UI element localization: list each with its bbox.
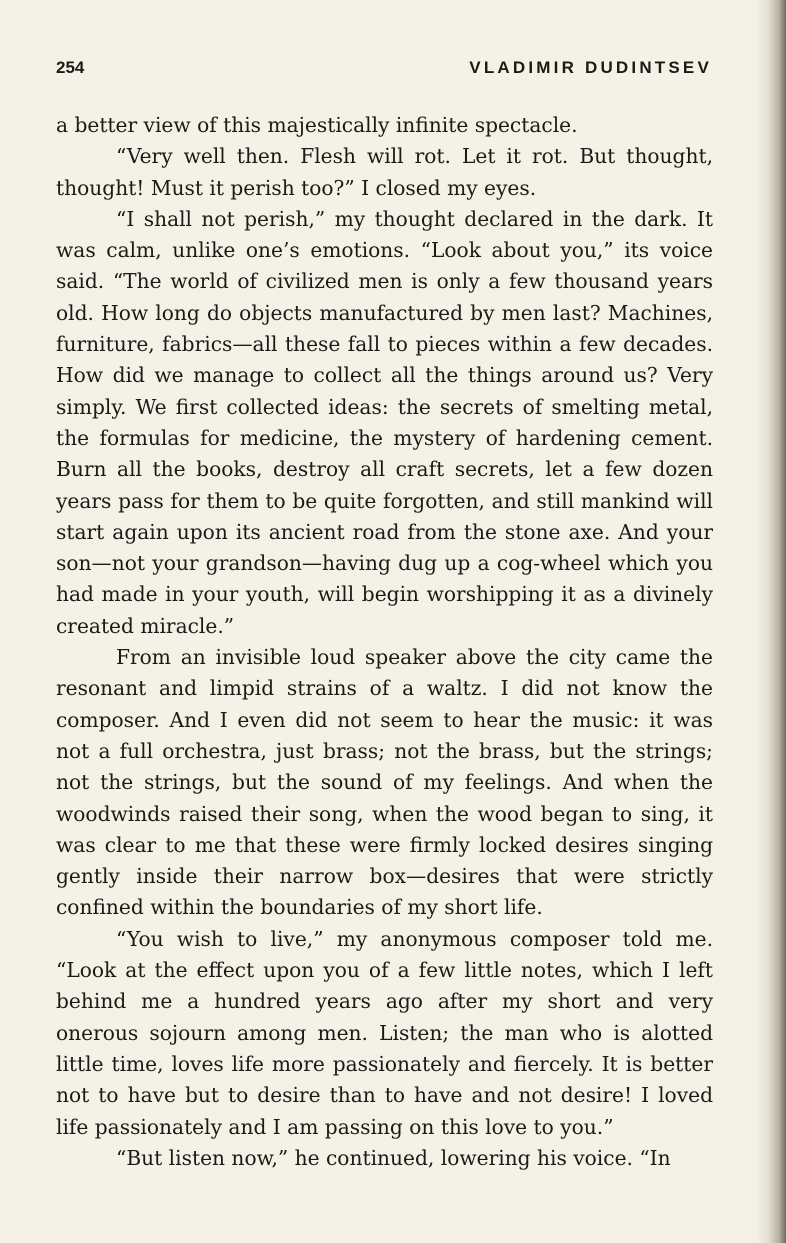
paragraph: “I shall not perish,” my thought declared in the dark. It was calm, unlike one’s emotions. “Look about you,” its voice said. “The world of civilized men is only a few thousand years old. How long do objects manufactured by men last? Machines, furniture, fabrics—all these fall to pieces within a few decades. How did we manage to collect all the things around us? Very simply. We first collected ideas: the secrets of smelting metal, the formulas for medicine, the mystery of hardening cement. Burn all the books, destroy all craft secrets, let a few dozen years pass for them to be quite forgotten, and still mankind will start again upon its ancient road from the stone axe. And your son—not your grandson—having dug up a cog-wheel which you had made in your youth, will begin worshipping it as a divinely created miracle.”: [56, 206, 713, 638]
paragraph: “But listen now,” he continued, lowering his voice. “In: [116, 1145, 671, 1170]
paragraph: a better view of this majestically infinite spectacle.: [56, 113, 578, 137]
running-head-author: VLADIMIR DUDINTSEV: [469, 58, 712, 77]
book-spine-shadow: [756, 0, 786, 1243]
paragraph: “You wish to live,” my anonymous composer told me. “Look at the effect upon you of a few little notes, which I left behind me a hundred years ago after my short and very onerous sojourn among men. Listen; the man who is alotted little time, loves life more passionately and fiercely. It is better not to have but to desire than to have and not desire! I loved life passionately and I am passing on this love to you.”: [56, 926, 713, 1139]
page-header: [56, 58, 712, 84]
paragraph: From an invisible loud speaker above the city came the resonant and limpid strains of a waltz. I did not know the composer. And I even did not seem to hear the music: it was not a full orchestra, just brass; not the brass, but the strings; not the strings, but the sound of my feelings. And when the woodwinds raised their song, when the wood began to sing, it was clear to me that these were firmly locked desires singing gently inside their narrow box—desires that were strictly confined within the boundaries of my short life.: [56, 645, 713, 920]
body-text: [56, 110, 713, 1174]
page-number: 254: [56, 58, 85, 77]
paragraph: “Very well then. Flesh will rot. Let it rot. But thought, thought! Must it perish too?” I closed my eyes.: [56, 144, 713, 200]
